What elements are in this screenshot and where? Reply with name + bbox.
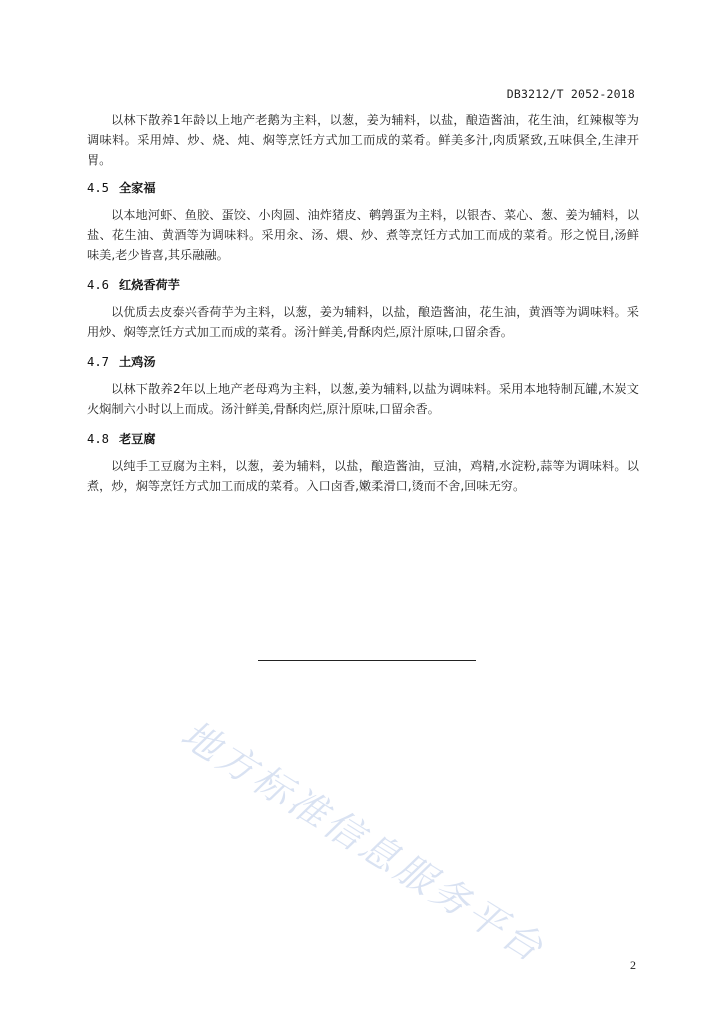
section-4-8 bbox=[87, 430, 639, 496]
intro-paragraph: 以林下散养1年龄以上地产老鹅为主料，以葱，姜为辅料，以盐，酿造酱油，花生油，红辣椒等为调味料。采用焯、炒、烧、炖、焖等烹饪方式加工而成的菜肴。鲜美多汁,肉质紧致,五味俱全,生津开胃。 bbox=[87, 113, 639, 167]
section-number: 4.5 bbox=[87, 181, 110, 195]
document-code: DB3212/T 2052-2018 bbox=[506, 87, 635, 101]
section-heading bbox=[87, 276, 639, 294]
section-title: 红烧香荷芋 bbox=[119, 278, 180, 292]
end-of-document-rule bbox=[258, 660, 476, 661]
section-title: 全家福 bbox=[119, 181, 156, 195]
section-title: 土鸡汤 bbox=[119, 355, 156, 369]
section-number: 4.8 bbox=[87, 432, 110, 446]
section-number: 4.7 bbox=[87, 355, 110, 369]
section-paragraph: 以林下散养2年以上地产老母鸡为主料，以葱,姜为辅料,以盐为调味料。采用本地特制瓦罐,木炭文火焖制六小时以上而成。汤汁鲜美,骨酥肉烂,原汁原味,口留余香。 bbox=[87, 382, 639, 416]
section-4-7 bbox=[87, 353, 639, 419]
document-body bbox=[87, 110, 639, 507]
section-heading bbox=[87, 179, 639, 197]
section-heading bbox=[87, 353, 639, 371]
section-paragraph: 以优质去皮泰兴香荷芋为主料，以葱，姜为辅料，以盐，酿造酱油，花生油，黄酒等为调味料。采用炒、焖等烹饪方式加工而成的菜肴。汤汁鲜美,骨酥肉烂,原汁原味,口留余香。 bbox=[87, 305, 639, 339]
section-title: 老豆腐 bbox=[119, 432, 156, 446]
section-number: 4.6 bbox=[87, 278, 110, 292]
section-4-6 bbox=[87, 276, 639, 342]
page-number: 2 bbox=[630, 958, 636, 972]
section-4-5 bbox=[87, 179, 639, 265]
section-heading bbox=[87, 430, 639, 448]
watermark: 地方标准信息服务平台 bbox=[173, 711, 553, 972]
section-paragraph: 以本地河虾、鱼胶、蛋饺、小肉圆、油炸猪皮、鹌鹑蛋为主料，以银杏、菜心、葱、姜为辅料，以盐、花生油、黄酒等为调味料。采用汆、汤、煨、炒、煮等烹饪方式加工而成的菜肴。形之悦目,汤鲜味美,老少皆喜,其乐融融。 bbox=[87, 208, 639, 262]
section-paragraph: 以纯手工豆腐为主料，以葱，姜为辅料，以盐，酿造酱油，豆油，鸡精,水淀粉,蒜等为调味料。以煮，炒，焖等烹饪方式加工而成的菜肴。入口卤香,嫩柔滑口,烫而不舍,回味无穷。 bbox=[87, 459, 639, 493]
